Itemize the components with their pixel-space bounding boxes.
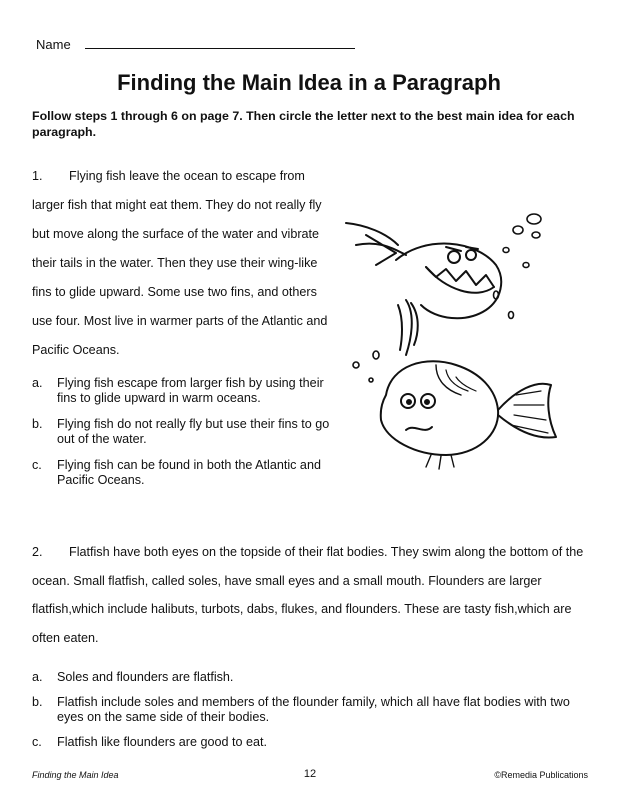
fish-chase-illustration	[336, 205, 586, 485]
choice-text: Flatfish include soles and members of the flounder family, which all have flat bodies with two eyes on the same side of their bodies.	[57, 695, 570, 724]
paragraph-2-choices	[32, 670, 592, 760]
choice-2b[interactable]	[32, 695, 592, 725]
paragraph-2-text: Flatfish have both eyes on the topside of their flat bodies. They swim along the bottom of the ocean. Small flatfish, called soles, have small eyes and a small mouth. Flounders are larger flatfish,which include halibuts, turbots, dabs, flukes, and flounders. These are tasty fish,which are often eaten.	[32, 545, 584, 645]
choice-text: Flying fish escape from larger fish by using their fins to glide upward in warm oceans.	[57, 376, 324, 405]
choice-letter[interactable]: b.	[32, 417, 43, 431]
paragraph-1	[32, 162, 328, 365]
choice-letter[interactable]: a.	[32, 670, 43, 684]
footer-left: Finding the Main Idea	[32, 770, 119, 780]
predator-fish-icon	[346, 223, 501, 355]
choice-letter[interactable]: a.	[32, 376, 43, 390]
scared-fish-icon	[381, 361, 556, 469]
choice-text: Flying fish do not really fly but use their fins to go out of the water.	[57, 417, 330, 446]
page-number: 12	[303, 768, 317, 780]
name-blank-line[interactable]	[85, 38, 355, 49]
name-row	[36, 37, 355, 52]
page-footer	[32, 770, 588, 784]
paragraph-1-text: Flying fish leave the ocean to escape from larger fish that might eat them. They do not really fly but move along the surface of the water and vibrate their tails in the water. Then they use their wing-like fins to glide upward. Some use two fins, and others use four. Most live in warmer parts of the Atlantic and Pacific Oceans.	[32, 169, 328, 357]
page-title: Finding the Main Idea in a Paragraph	[117, 70, 501, 95]
choice-letter[interactable]: b.	[32, 695, 43, 709]
choice-text: Soles and flounders are flatfish.	[57, 670, 234, 684]
bubbles-icon	[353, 214, 541, 382]
choice-1b[interactable]	[32, 417, 332, 447]
paragraph-2	[32, 538, 588, 652]
paragraph-1-choices	[32, 376, 332, 499]
choice-1a[interactable]	[32, 376, 332, 406]
choice-letter[interactable]: c.	[32, 458, 42, 472]
choice-text: Flatfish like flounders are good to eat.	[57, 735, 268, 749]
paragraph-2-number: 2.	[32, 545, 43, 559]
name-label: Name	[36, 37, 71, 52]
instructions: Follow steps 1 through 6 on page 7. Then circle the letter next to the best main idea for each paragraph.	[32, 109, 575, 139]
choice-2c[interactable]	[32, 735, 592, 750]
choice-letter[interactable]: c.	[32, 735, 42, 749]
paragraph-1-number: 1.	[32, 169, 43, 183]
choice-text: Flying fish can be found in both the Atlantic and Pacific Oceans.	[57, 458, 321, 487]
footer-copyright: ©Remedia Publications	[494, 770, 588, 780]
choice-1c[interactable]	[32, 458, 332, 488]
choice-2a[interactable]	[32, 670, 592, 685]
